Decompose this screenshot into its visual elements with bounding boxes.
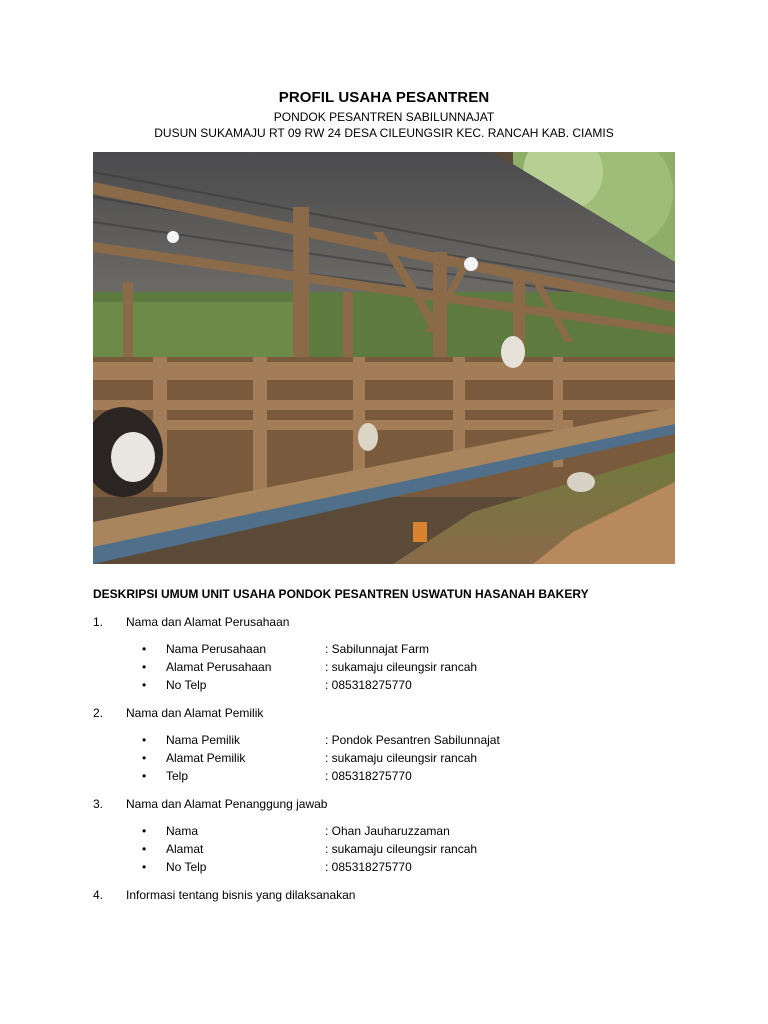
field-value: : Sabilunnajat Farm <box>325 642 430 656</box>
list-item <box>142 860 642 876</box>
bullet-icon: • <box>142 678 147 692</box>
list-item <box>142 678 642 694</box>
item-number: 3. <box>93 797 104 811</box>
field-value: : sukamaju cileungsir rancah <box>325 751 478 765</box>
bullet-icon: • <box>142 769 147 783</box>
list-item <box>142 769 642 785</box>
field-key: Nama Perusahaan <box>166 642 267 656</box>
item-label-business-info: Informasi tentang bisnis yang dilaksanakan <box>126 888 356 902</box>
field-key: Nama <box>166 824 199 838</box>
field-key: Alamat <box>166 842 204 856</box>
list-item <box>142 733 642 749</box>
list-item <box>142 824 642 840</box>
list-item <box>142 751 642 767</box>
page-subtitle-address: DUSUN SUKAMAJU RT 09 RW 24 DESA CILEUNGSIR KEC. RANCAH KAB. CIAMIS <box>154 126 614 140</box>
bullet-icon: • <box>142 860 147 874</box>
field-value: : sukamaju cileungsir rancah <box>325 842 478 856</box>
list-item <box>142 842 642 858</box>
field-value: : Ohan Jauharuzzaman <box>325 824 450 838</box>
field-key: Alamat Pemilik <box>166 751 246 765</box>
item-number: 1. <box>93 615 104 629</box>
page-title: PROFIL USAHA PESANTREN <box>278 89 490 106</box>
field-value: : Pondok Pesantren Sabilunnajat <box>325 733 500 747</box>
page-subtitle-institution: PONDOK PESANTREN SABILUNNAJAT <box>273 110 495 124</box>
list-item <box>142 642 642 658</box>
bullet-icon: • <box>142 751 147 765</box>
item-label-owner: Nama dan Alamat Pemilik <box>126 706 264 720</box>
goat-barn-photo <box>93 152 675 564</box>
bullet-icon: • <box>142 660 147 674</box>
field-key: Nama Pemilik <box>166 733 241 747</box>
field-key: No Telp <box>166 860 207 874</box>
field-value: : 085318275770 <box>325 769 412 783</box>
field-value: : sukamaju cileungsir rancah <box>325 660 478 674</box>
field-value: : 085318275770 <box>325 860 412 874</box>
list-item <box>142 660 642 676</box>
item-number: 2. <box>93 706 104 720</box>
field-key: No Telp <box>166 678 207 692</box>
field-key: Alamat Perusahaan <box>166 660 272 674</box>
item-label-responsible: Nama dan Alamat Penanggung jawab <box>126 797 328 811</box>
field-key: Telp <box>166 769 189 783</box>
bullet-icon: • <box>142 642 147 656</box>
bullet-icon: • <box>142 824 147 838</box>
section-heading: DESKRIPSI UMUM UNIT USAHA PONDOK PESANTREN USWATUN HASANAH BAKERY <box>93 587 589 601</box>
bullet-icon: • <box>142 842 147 856</box>
item-number: 4. <box>93 888 104 902</box>
item-label-company: Nama dan Alamat Perusahaan <box>126 615 290 629</box>
field-value: : 085318275770 <box>325 678 412 692</box>
bullet-icon: • <box>142 733 147 747</box>
